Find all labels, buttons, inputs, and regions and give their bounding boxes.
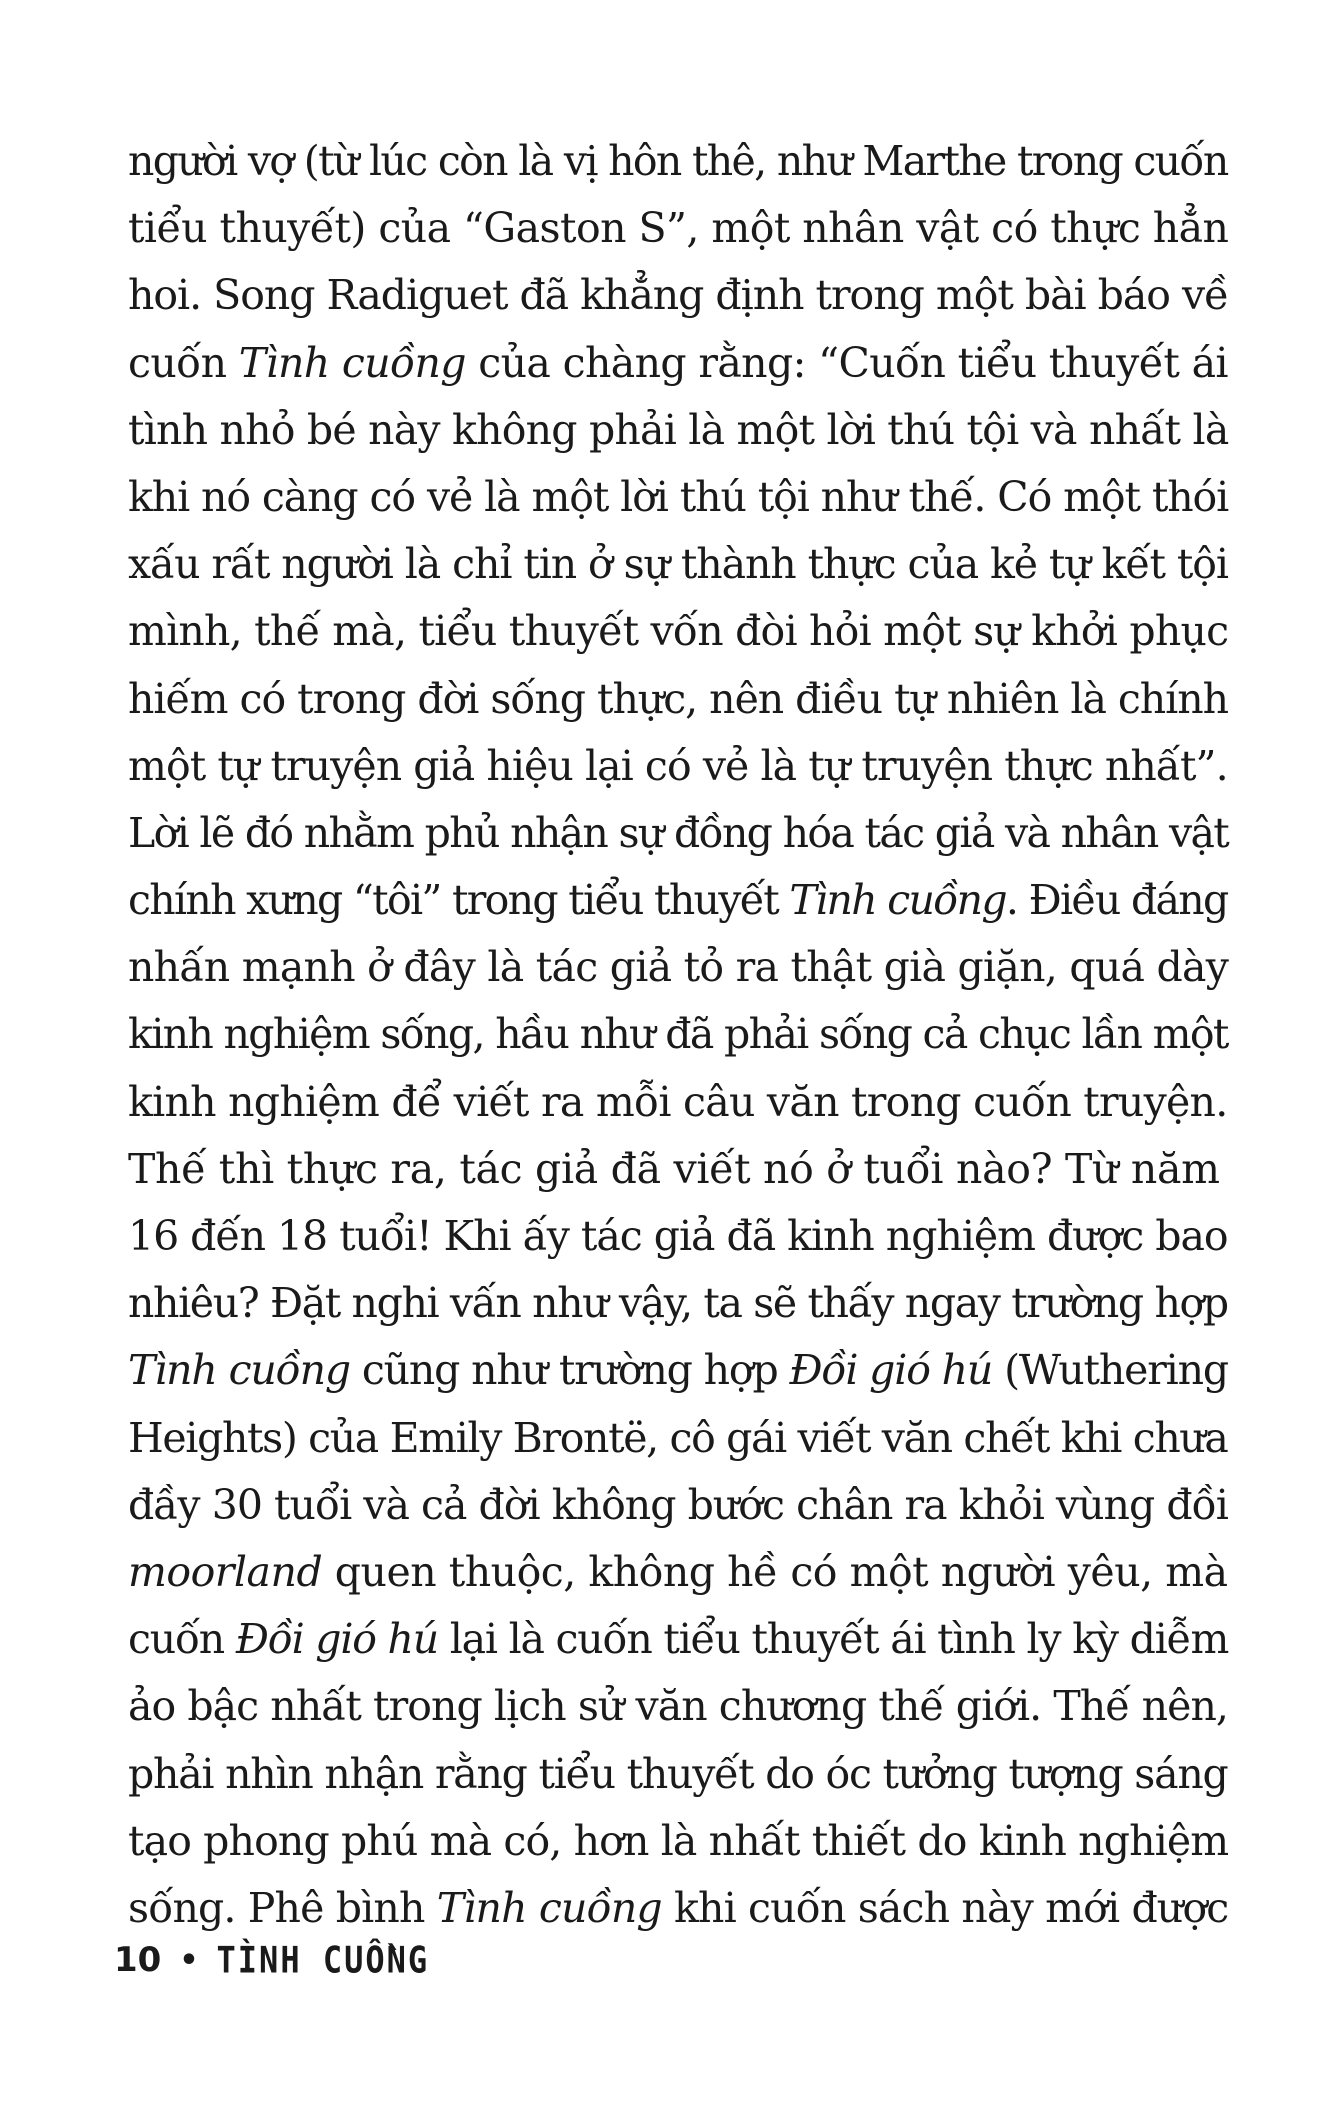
text-line xyxy=(128,1001,1228,1068)
text-line xyxy=(128,733,1228,800)
page-number: 10 xyxy=(114,1940,162,1980)
text-segment: khi nó càng có vẻ là một lời thú tội như thế. Có một thói xyxy=(128,472,1229,521)
footer-separator: • xyxy=(179,1942,199,1978)
text-segment: phải nhìn nhận rằng tiểu thuyết do óc tưởng tượng sáng xyxy=(128,1749,1228,1798)
text-segment: cũng như trường hợp xyxy=(349,1346,790,1395)
text-segment: xấu rất người là chỉ tin ở sự thành thực của kẻ tự kết tội xyxy=(128,540,1228,589)
text-line xyxy=(128,1405,1228,1472)
text-segment: khi cuốn sách này mới được xyxy=(661,1883,1229,1932)
text-segment: (Wuthering xyxy=(992,1346,1229,1395)
italic-title-segment: Tình cuồng xyxy=(436,1883,662,1932)
italic-title-segment: Tình cuồng xyxy=(789,876,1006,925)
text-line xyxy=(128,1472,1228,1539)
text-segment: hiếm có trong đời sống thực, nên điều tự nhiên là chính xyxy=(128,674,1229,723)
text-segment: tiểu thuyết) của “Gaston S”, một nhân vật có thực hẳn xyxy=(128,204,1229,253)
text-segment: mình, thế mà, tiểu thuyết vốn đòi hỏi một sự khởi phục xyxy=(128,607,1229,656)
text-segment: tạo phong phú mà có, hơn là nhất thiết do kinh nghiệm xyxy=(128,1816,1229,1865)
text-line xyxy=(128,1337,1228,1404)
text-line xyxy=(128,598,1228,665)
text-segment: nhiêu? Đặt nghi vấn như vậy, ta sẽ thấy ngay trường hợp xyxy=(128,1279,1228,1328)
text-segment: của chàng rằng: “Cuốn tiểu thuyết ái xyxy=(465,338,1228,387)
italic-title-segment: Tình cuồng xyxy=(128,1346,350,1395)
italic-title-segment: Tình cuồng xyxy=(238,338,466,387)
text-line xyxy=(128,1270,1228,1337)
text-segment: cuốn xyxy=(128,338,239,387)
text-segment: Lời lẽ đó nhằm phủ nhận sự đồng hóa tác giả và nhân vật xyxy=(128,808,1229,857)
text-line xyxy=(128,262,1228,329)
text-line xyxy=(128,1606,1228,1673)
text-line xyxy=(128,1741,1228,1808)
text-line xyxy=(128,867,1228,934)
text-segment: ảo bậc nhất trong lịch sử văn chương thế giới. Thế nên, xyxy=(128,1682,1229,1731)
text-line xyxy=(128,1136,1228,1203)
text-line xyxy=(128,934,1228,1001)
text-line xyxy=(128,330,1228,397)
text-segment: nhấn mạnh ở đây là tác giả tỏ ra thật già giặn, quá dày xyxy=(128,943,1229,992)
text-line xyxy=(128,128,1228,195)
text-segment: kinh nghiệm để viết ra mỗi câu văn trong cuốn truyện. xyxy=(128,1077,1228,1126)
text-line xyxy=(128,1808,1228,1875)
text-segment: hoi. Song Radiguet đã khẳng định trong một bài báo về xyxy=(128,271,1229,320)
page-footer xyxy=(114,1930,429,1990)
text-segment: lại là cuốn tiểu thuyết ái tình ly kỳ diễm xyxy=(437,1615,1229,1664)
text-segment: sống. Phê bình xyxy=(128,1883,437,1932)
text-line xyxy=(128,531,1228,598)
text-segment: một tự truyện giả hiệu lại có vẻ là tự truyện thực nhất”. xyxy=(128,741,1228,790)
text-segment: chính xưng “tôi” trong tiểu thuyết xyxy=(128,876,790,925)
text-line xyxy=(128,1203,1228,1270)
italic-title-segment: Đồi gió hú xyxy=(789,1346,993,1395)
italic-title-segment: moorland xyxy=(128,1547,323,1596)
text-line xyxy=(128,464,1228,531)
text-line xyxy=(128,1539,1228,1606)
text-segment: kinh nghiệm sống, hầu như đã phải sống cả chục lần một xyxy=(128,1010,1228,1059)
running-title: TÌNH CUỒNG xyxy=(216,1938,430,1982)
text-line xyxy=(128,800,1228,867)
text-line xyxy=(128,397,1228,464)
text-segment: cuốn xyxy=(128,1615,236,1664)
text-segment: . Điều đáng xyxy=(1005,876,1228,925)
text-line xyxy=(128,1673,1228,1740)
text-segment: Heights) của Emily Brontë, cô gái viết văn chết khi chưa xyxy=(128,1413,1228,1462)
text-line xyxy=(128,195,1228,262)
text-segment: 16 đến 18 tuổi! Khi ấy tác giả đã kinh nghiệm được bao xyxy=(128,1212,1228,1260)
italic-title-segment: Đồi gió hú xyxy=(235,1615,438,1664)
text-line xyxy=(128,666,1228,733)
text-segment: tình nhỏ bé này không phải là một lời thú tội và nhất là xyxy=(128,405,1229,454)
text-segment: quen thuộc, không hề có một người yêu, mà xyxy=(322,1547,1228,1596)
body-text xyxy=(128,128,1228,1942)
text-segment: Thế thì thực ra, tác giả đã viết nó ở tuổi nào? Từ năm xyxy=(128,1144,1220,1193)
text-segment: người vợ (từ lúc còn là vị hôn thê, như Marthe trong cuốn xyxy=(128,137,1228,185)
text-segment: đầy 30 tuổi và cả đời không bước chân ra khỏi vùng đồi xyxy=(128,1480,1228,1529)
text-line xyxy=(128,1069,1228,1136)
